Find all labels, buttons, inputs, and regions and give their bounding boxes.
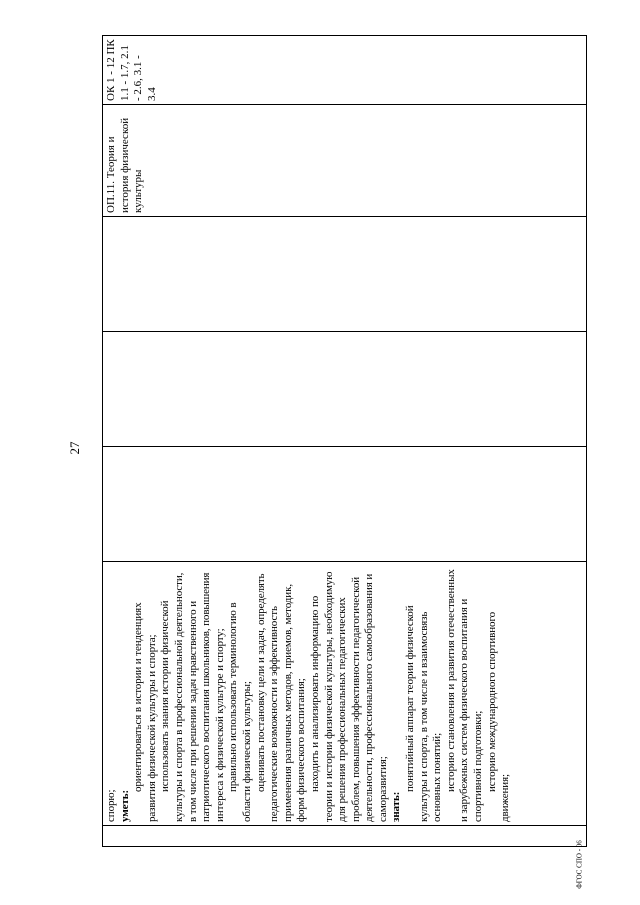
znat-item: понятийный аппарат теории физической культуры и спорта, в том числе и взаимосвязь основных понятий;: [404, 605, 444, 822]
empty-cell: [103, 217, 587, 332]
umet-item: находить и анализировать информацию по теории и истории физической культуры, необходимую для решения профессиональных педагогических проблем, повышения эффективности педагогической деятельности, профессионального самообразования и саморазвития;: [308, 571, 389, 822]
empty-cell: [103, 447, 587, 562]
znat-item: историю международного спортивного движения;: [485, 612, 512, 822]
discipline-cell: [103, 105, 587, 217]
page-number: 27: [67, 441, 82, 455]
umet-heading: уметь:: [118, 789, 131, 822]
umet-item: оценивать постановку цели и задач, определять педагогические возможности и эффективность применения различных методов, приемов, методик, форм физического воспитания;: [254, 573, 308, 822]
footer-code: ФГОС СПО - 06: [575, 840, 584, 889]
standard-table: [102, 36, 587, 847]
requirements-table: [102, 35, 587, 847]
znat-item: историю становления и развития отечественных и зарубежных систем физического воспитания и спортивной подготовки;: [444, 569, 485, 822]
umet-item: использовать знания истории физической культуры и спорта в профессиональной деятельности, в том числе при решении задач нравственного и патриотического воспитания школьников, повышения интереса к физической культуре и спорту;: [159, 572, 226, 822]
index-cell: [103, 826, 587, 847]
skills-lead-text: спорю;: [105, 789, 117, 822]
znat-heading: знать:: [390, 791, 403, 822]
competencies-text: ОК 1 - 12 ПК 1.1 - 1.7, 2.1 - 2.6, 3.1 - 3.4: [105, 39, 158, 101]
umet-item: ориентироваться в истории и тенденциях развития физической культуры и спорта;: [132, 602, 158, 822]
skills-knowledge-cell: [103, 562, 587, 826]
umet-item: правильно использовать терминологию в области физической культуры;: [227, 602, 253, 822]
competencies-cell: [103, 36, 587, 105]
table-row: [103, 36, 587, 847]
empty-cell: [103, 332, 587, 447]
discipline-text: ОП.11. Теория и история физической культуры: [105, 117, 145, 213]
